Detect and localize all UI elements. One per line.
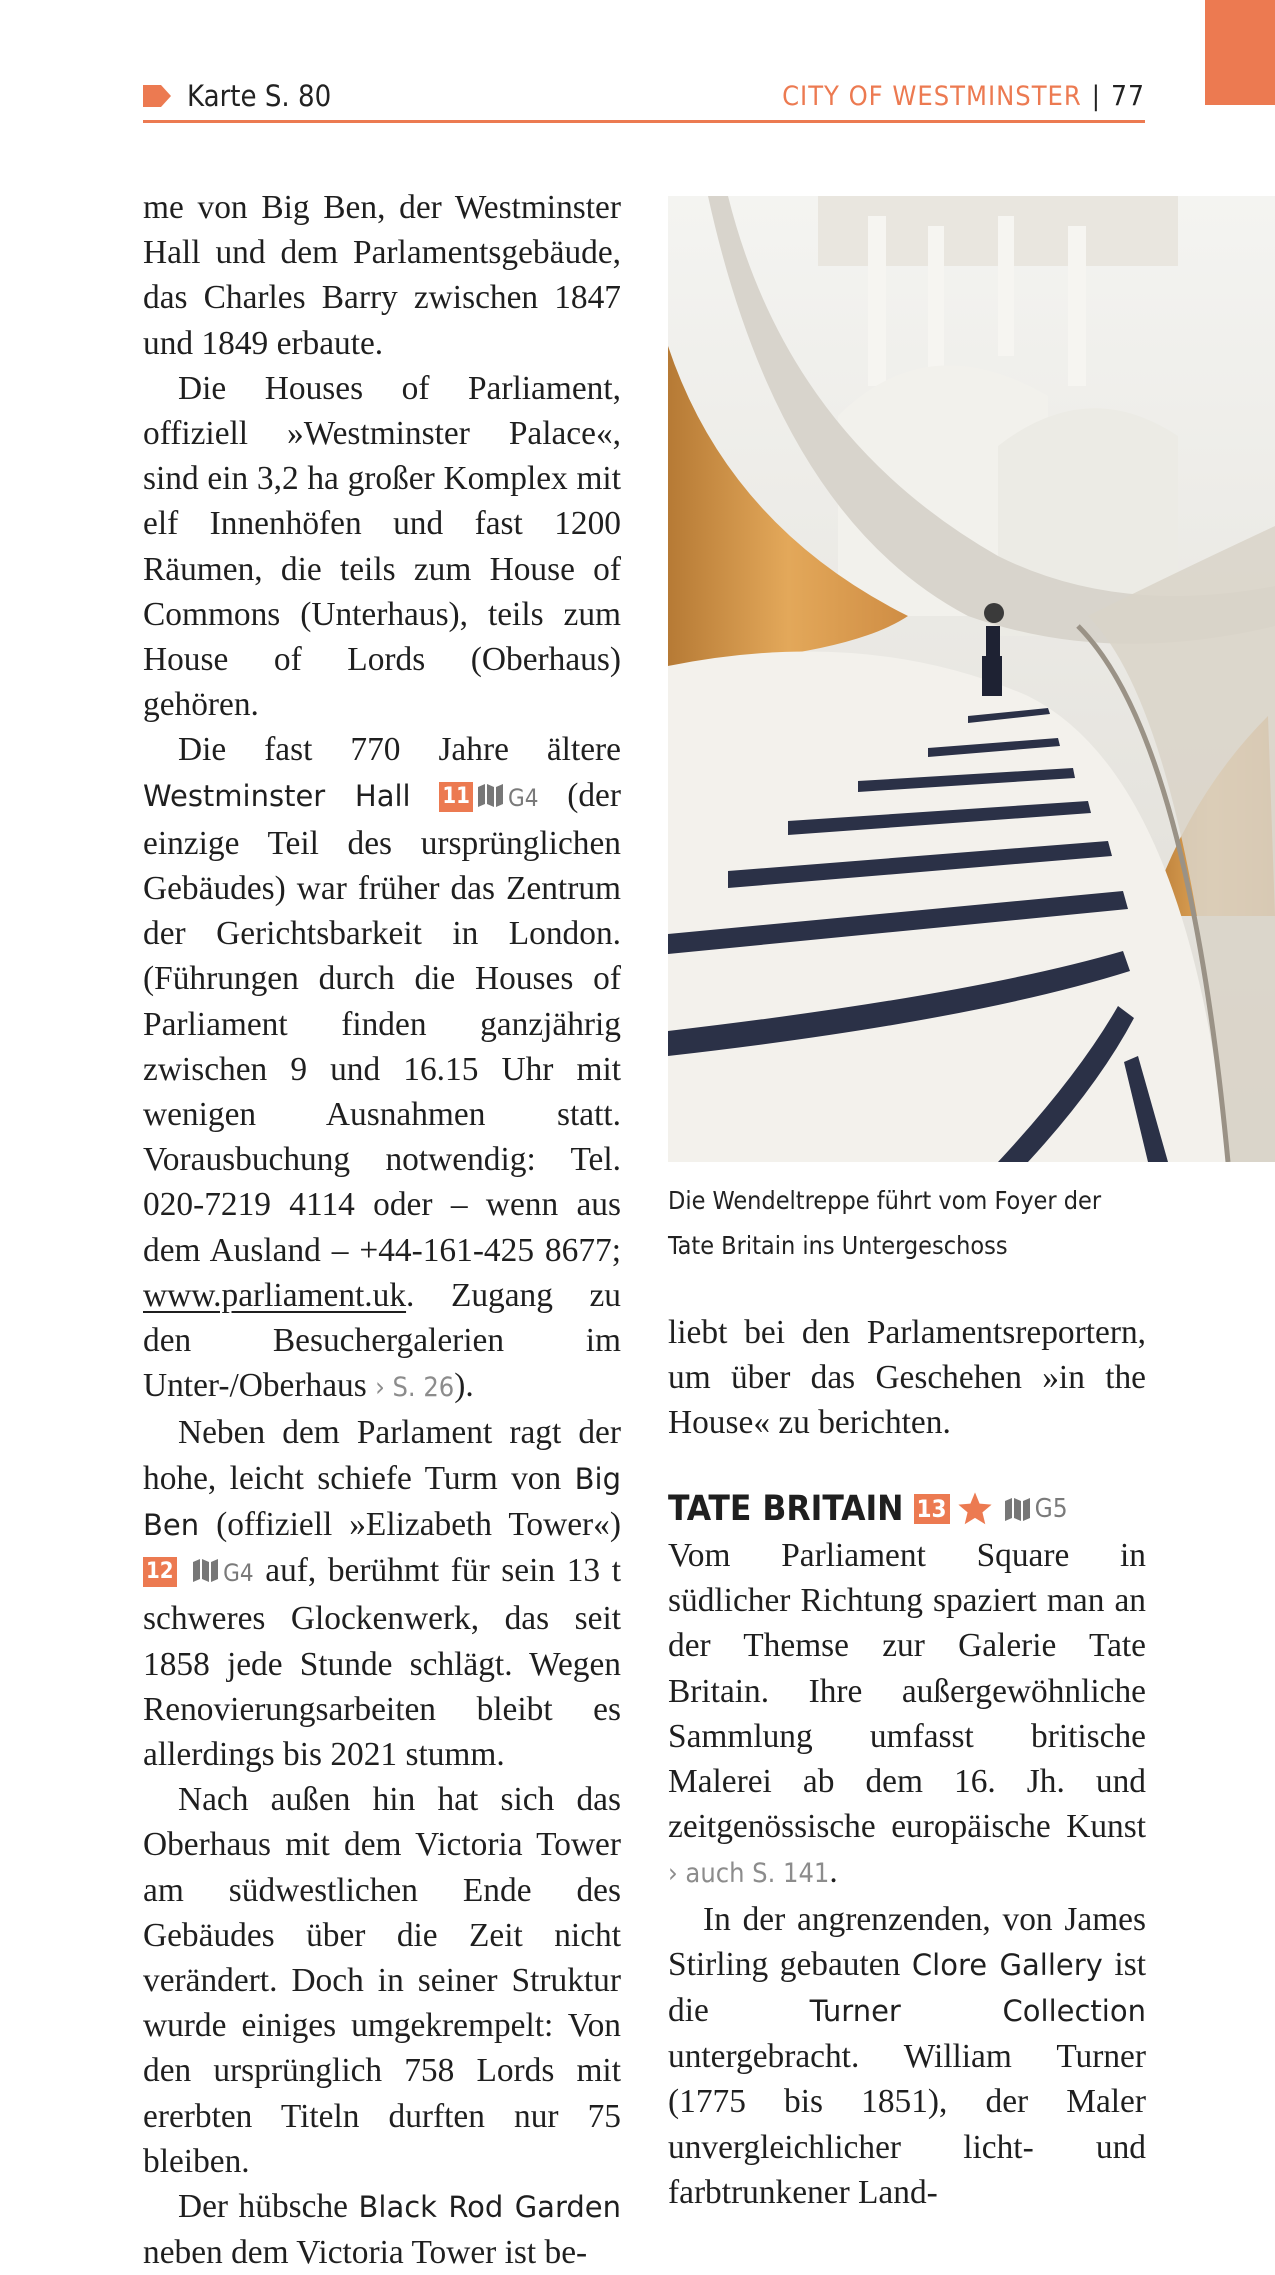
star-icon bbox=[956, 1490, 994, 1528]
right-column bbox=[668, 1310, 1146, 1446]
paragraph-4-start: Neben dem Parlament ragt der hohe, leicht schiefe Turm von bbox=[143, 1414, 621, 1497]
page-number: 77 bbox=[1110, 79, 1145, 112]
left-column bbox=[143, 185, 621, 2275]
map-reference-label: Karte S. 80 bbox=[187, 79, 332, 113]
right-paragraph-3-end: untergebracht. William Turner (1775 bis 1851), der Maler unvergleichlicher licht- und farbtrunkener Land- bbox=[668, 2038, 1146, 2211]
section-heading-tate-britain bbox=[668, 1487, 1068, 1531]
page-corner-tab bbox=[1205, 0, 1275, 105]
place-big-ben: Big Ben bbox=[143, 1461, 621, 1542]
section-reference bbox=[782, 79, 1145, 112]
paragraph-1: me von Big Ben, der Westminster Hall und dem Parlamentsgebäude, das Charles Barry zwischen 1847 und 1849 erbaute. bbox=[143, 189, 621, 362]
right-paragraph-2-end: . bbox=[829, 1853, 838, 1891]
parliament-website-link[interactable]: www.parliament.uk bbox=[143, 1276, 407, 1314]
photo-spiral-staircase bbox=[668, 196, 1275, 1162]
map-grid-ref: G4 bbox=[223, 1559, 254, 1588]
place-black-rod-garden: Black Rod Garden bbox=[358, 2189, 621, 2224]
place-turner-collection: Turner Collection bbox=[809, 1994, 1146, 2029]
paragraph-5: Nach außen hin hat sich das Oberhaus mit dem Victoria Tower am südwestlichen Ende des Gebäudes über die Zeit nicht verändert. Doch in seiner Struktur wurde einiges umgekrempelt: Von den ursprünglich 758 Lords mit ererbten Titeln durften nur 75 bleiben. bbox=[143, 1781, 621, 2180]
right-column-body bbox=[668, 1533, 1146, 2215]
heading-title: TATE BRITAIN bbox=[668, 1489, 904, 1529]
paragraph-4-end: auf, berühmt für sein 13 t schweres Glockenwerk, das seit 1858 jede Stunde schlägt. Wegen Renovierungsarbeiten bleibt es allerdings bis 2021 stumm. bbox=[143, 1552, 621, 1773]
right-paragraph-3-middle: ist die bbox=[668, 1945, 1146, 2030]
page-header bbox=[143, 75, 1145, 123]
page-cross-reference[interactable]: › auch S. 141 bbox=[668, 1858, 830, 1890]
right-paragraph-1: liebt bei den Parlamentsreportern, um über das Geschehen »in the House« zu berichten. bbox=[668, 1314, 1146, 1442]
paragraph-2: Die Houses of Parliament, offiziell »Westminster Palace«, sind ein 3,2 ha großer Komplex mit elf Innenhöfen und fast 1200 Räumen, die teils zum House of Commons (Unterhaus), teils zum House of Lords (Oberhaus) gehören. bbox=[143, 369, 621, 724]
map-reference[interactable] bbox=[143, 79, 331, 113]
section-title: CITY OF WESTMINSTER bbox=[782, 81, 1082, 112]
paragraph-3-middle: (der einzige Teil des ursprünglichen Gebäudes) war früher das Zentrum der Gerichtsbarkeit in London. (Führungen durch die Houses of Parliament finden ganzjährig zwischen 9 und 16.15 Uhr mit wenigen Ausnahmen statt. Vorausbuchung notwendig: Tel. 020-7219 4114 oder – wenn aus dem Ausland – +44-161-425 8677; bbox=[143, 776, 621, 1269]
paragraph-4 bbox=[143, 1410, 621, 1777]
paragraph-4-middle: (offiziell »Elizabeth Tower«) bbox=[216, 1505, 621, 1543]
paragraph-3-end: ). bbox=[454, 1367, 474, 1405]
place-westminster-hall: Westminster Hall bbox=[143, 778, 411, 813]
poi-number-badge: 12 bbox=[143, 1557, 177, 1587]
map-icon bbox=[477, 783, 504, 808]
map-icon bbox=[1004, 1497, 1031, 1522]
paragraph-3 bbox=[143, 727, 621, 1410]
map-grid-ref: G5 bbox=[1034, 1494, 1068, 1524]
map-icon bbox=[192, 1558, 219, 1583]
arrow-tab-icon bbox=[143, 85, 171, 107]
map-grid-ref: G4 bbox=[507, 783, 539, 812]
right-paragraph-2-text: Vom Parliament Square in südlicher Richtung spaziert man an der Themse zur Galerie Tate Britain. Ihre außergewöhnliche Sammlung umfasst britische Malerei ab dem 16. Jh. und zeitgenössische europäische Kunst bbox=[668, 1537, 1146, 1846]
paragraph-3-after-link: . Zugang zu den Besuchergalerien im Unter-/Oberhaus bbox=[143, 1276, 621, 1405]
poi-number-badge: 13 bbox=[914, 1494, 950, 1524]
header-separator: | bbox=[1091, 81, 1101, 112]
paragraph-6 bbox=[143, 2184, 621, 2275]
poi-number-badge: 11 bbox=[439, 782, 473, 812]
right-paragraph-3-start: In der angrenzenden, von James Stirling gebauten bbox=[668, 1900, 1146, 1983]
place-clore-gallery: Clore Gallery bbox=[911, 1947, 1103, 1982]
right-paragraph-2 bbox=[668, 1533, 1146, 1897]
page-cross-reference[interactable]: › S. 26 bbox=[375, 1372, 455, 1404]
paragraph-3-start: Die fast 770 Jahre ältere bbox=[178, 731, 621, 769]
right-paragraph-3 bbox=[668, 1897, 1146, 2215]
photo-caption: Die Wendeltreppe führt vom Foyer der Tate Britain ins Untergeschoss bbox=[668, 1186, 1102, 1260]
paragraph-6-end: neben dem Victoria Tower ist be- bbox=[143, 2234, 588, 2272]
paragraph-6-start: Der hübsche bbox=[178, 2187, 348, 2225]
